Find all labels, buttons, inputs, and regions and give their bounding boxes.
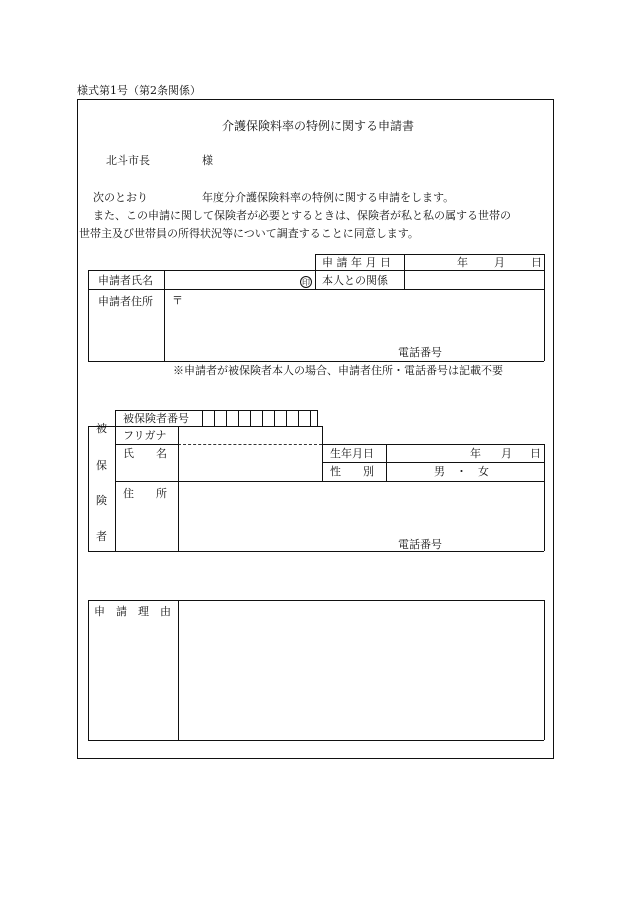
application-date-day: 日 (531, 256, 542, 269)
birth-date-label: 生年月日 (330, 447, 374, 460)
insured-phone-label: 電話番号 (398, 538, 442, 551)
insured-name-label: 氏 名 (123, 447, 167, 460)
insured-vertical-1: 被 (96, 422, 107, 435)
furigana-label: フリガナ (123, 429, 167, 442)
applicant-address-label: 申請者住所 (98, 295, 153, 308)
applicant-phone-label: 電話番号 (398, 346, 442, 359)
birth-day: 日 (530, 447, 541, 460)
gender-options: 男 ・ 女 (434, 465, 489, 478)
application-date-label: 申 請 年 月 日 (322, 256, 391, 269)
applicant-note: ※申請者が被保険者本人の場合、申請者住所・電話番号は記載不要 (173, 364, 503, 377)
body-line1-start: 次のとおり (93, 191, 148, 204)
form-number: 様式第1号（第2条関係） (77, 84, 201, 97)
application-date-year: 年 (457, 256, 468, 269)
insured-vertical-2: 保 (96, 459, 107, 472)
insured-vertical-3: 険 (96, 494, 107, 507)
relation-label: 本人との関係 (322, 274, 388, 287)
application-date-month: 月 (494, 256, 505, 269)
addressee-honorific: 様 (202, 154, 213, 167)
body-line2: また、この申請に関して保険者が必要とするときは、保険者が私と私の属する世帯の (93, 209, 511, 222)
seal-icon: 印 (302, 278, 310, 287)
gender-label: 性 別 (330, 465, 374, 478)
insured-number-label: 被保険者番号 (123, 412, 189, 425)
body-line1-end: 年度分介護保険料率の特例に関する申請をします。 (202, 191, 455, 204)
insured-vertical-4: 者 (96, 530, 107, 543)
form-title: 介護保険料率の特例に関する申請書 (222, 119, 415, 133)
reason-label: 申 請 理 由 (94, 605, 171, 618)
insured-address-label: 住 所 (123, 487, 167, 500)
body-line3: 世帯主及び世帯員の所得状況等について調査することに同意します。 (79, 227, 419, 240)
postal-mark: 〒 (172, 294, 183, 307)
birth-month: 月 (501, 447, 512, 460)
birth-year: 年 (470, 447, 481, 460)
addressee-name: 北斗市長 (106, 154, 150, 167)
applicant-name-label: 申請者氏名 (98, 274, 153, 287)
